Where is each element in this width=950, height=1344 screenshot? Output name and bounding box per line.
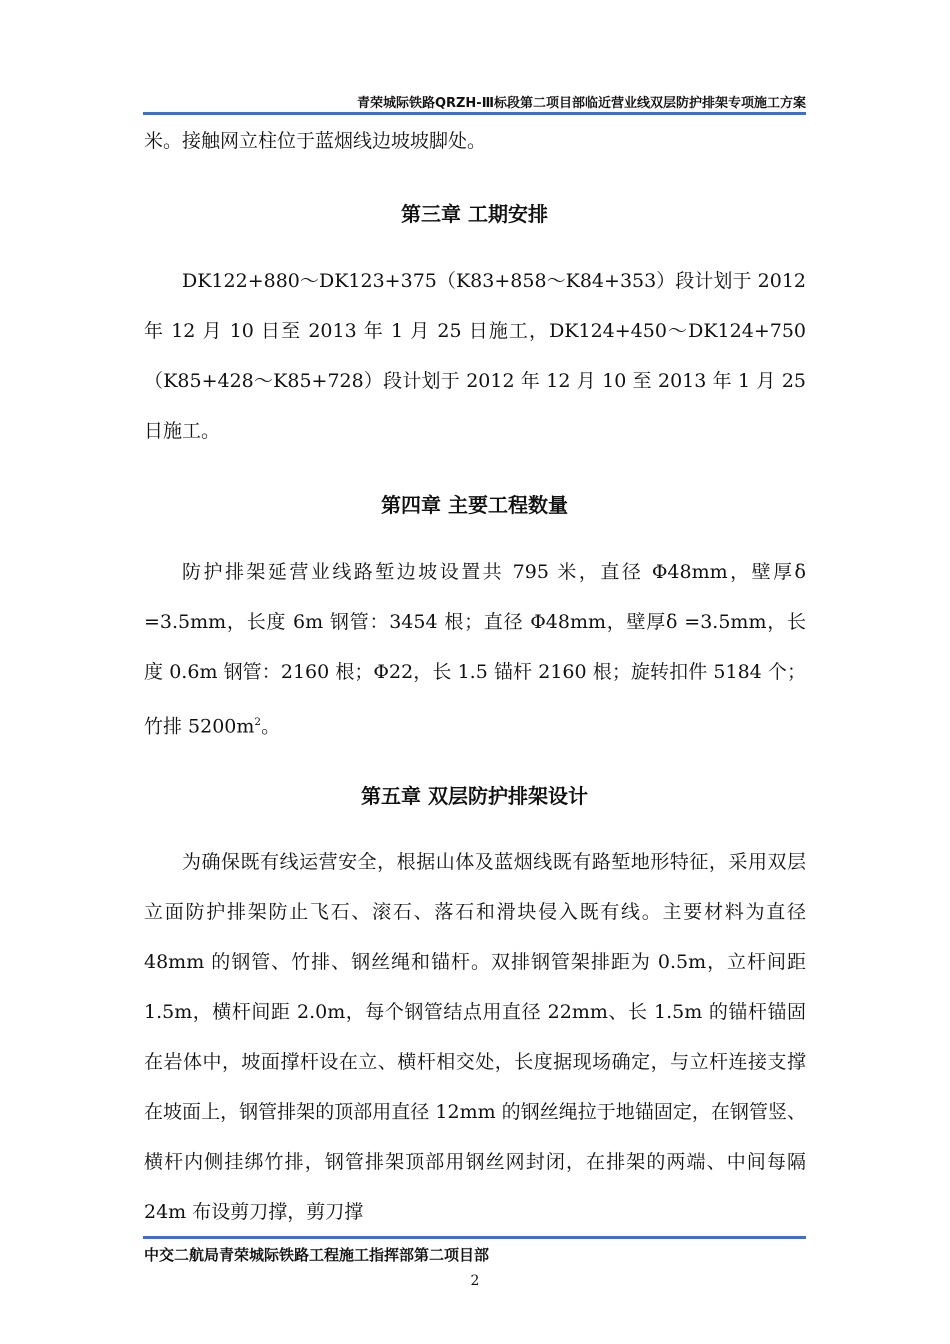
chapter4-paragraph-end: 。	[261, 715, 281, 738]
chapter4-superscript: 2	[254, 716, 262, 728]
chapter4-paragraph	[144, 547, 806, 751]
intro-line	[144, 116, 806, 166]
chapter4-heading: 第四章 主要工程数量	[381, 493, 568, 517]
intro-paragraph: 米。接触网立柱位于蓝烟线边坡坡脚处。	[144, 130, 487, 152]
page-number: 2	[470, 1273, 480, 1289]
chapter5-heading: 第五章 双层防护排架设计	[361, 784, 588, 808]
chapter3-heading: 第三章 工期安排	[401, 202, 548, 226]
document-header-title: 青荣城际铁路QRZH-Ⅲ标段第二项目部临近营业线双层防护排架专项施工方案	[356, 96, 806, 111]
chapter5-body	[144, 837, 806, 1237]
chapter3-body	[144, 256, 806, 456]
footer-rule	[143, 1236, 806, 1239]
chapter5-paragraph: 为确保既有线运营安全，根据山体及蓝烟线既有路堑地形特征，采用双层立面防护排架防止飞石、滚石、落石和滑块侵入既有线。主要材料为直径 48mm 的钢管、竹排、钢丝绳和锚杆。双排钢管架排距为 0.5m，立杆间距 1.5m，横杆间距 2.0m，每个钢管结点用直径 22mm、长 1.5m 的锚杆锚固在岩体中，坡面撑杆设在立、横杆相交处，长度据现场确定，与立杆连接支撑在坡面上，钢管排架的顶部用直径 12mm 的钢丝绳拉于地锚固定，在钢管竖、横杆内侧挂绑竹排，钢管排架顶部用钢丝网封闭，在排架的两端、中间每隔 24m 布设剪刀撑，剪刀撑	[144, 851, 806, 1223]
chapter3-paragraph: DK122+880～DK123+375（K83+858～K84+353）段计划于 2012 年 12 月 10 日至 2013 年 1 月 25 日施工，DK124+450～DK124+750（K85+428～K85+728）段计划于 2012 年 12 月 10 至 2013 年 1 月 25 日施工。	[144, 270, 806, 442]
header-rule	[143, 112, 806, 115]
chapter4-body	[144, 547, 806, 751]
footer-organization: 中交二航局青荣城际铁路工程施工指挥部第二项目部	[144, 1246, 490, 1264]
chapter4-paragraph-main: 防护排架延营业线路堑边坡设置共 795 米，直径 Φ48mm，壁厚δ =3.5mm，长度 6m 钢管：3454 根；直径 Φ48mm，壁厚δ =3.5mm，长度 0.6m 钢管：2160 根；Φ22，长 1.5 锚杆 2160 根；旋转扣件 5184 个；竹排 5200m	[144, 561, 806, 738]
